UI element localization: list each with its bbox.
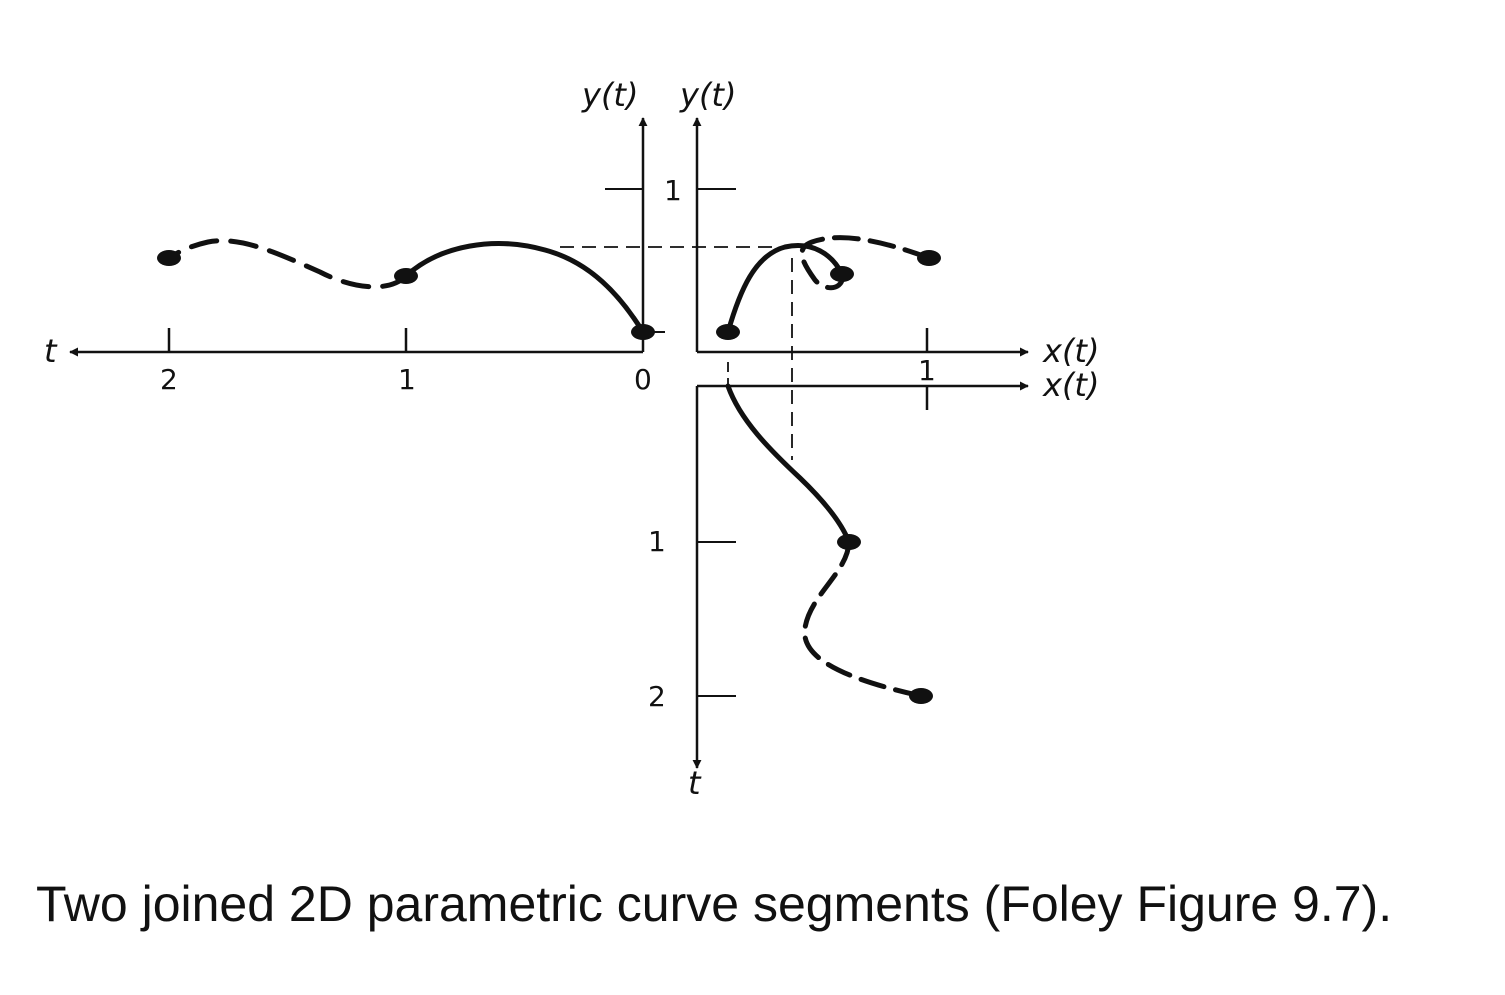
bottom-t-axis-label: t — [688, 764, 701, 802]
left-y-axis-label: y(t) — [582, 76, 639, 114]
left-solid-segment — [406, 244, 643, 332]
left-point-t0 — [631, 324, 655, 340]
bottom-solid-segment — [728, 386, 849, 542]
topright-x-tick-label-1: 1 — [918, 354, 936, 387]
topright-point-t0 — [716, 324, 740, 340]
left-t-axis-label: t — [44, 332, 57, 370]
topright-point-t2 — [917, 250, 941, 266]
bottom-point-t2 — [909, 688, 933, 704]
bottom-x-axis-label: x(t) — [1043, 366, 1100, 404]
topright-y-axis-label: y(t) — [680, 76, 737, 114]
bottom-point-t1 — [837, 534, 861, 550]
topright-x-axis-label: x(t) — [1043, 332, 1100, 370]
top-right-panel-x-vs-y — [679, 76, 1099, 387]
left-point-t2 — [157, 250, 181, 266]
topright-point-t1 — [830, 266, 854, 282]
left-y-tick-label-1: 1 — [664, 174, 682, 207]
bottom-t-tick-label-2: 2 — [648, 680, 666, 713]
bottom-panel-t-vs-x — [648, 366, 1099, 802]
figure-caption: Two joined 2D parametric curve segments (Foley Figure 9.7). — [36, 876, 1393, 932]
bottom-dashed-segment — [805, 542, 921, 696]
topright-solid-segment — [728, 246, 842, 332]
topright-dashed-segment — [802, 238, 929, 288]
left-panel-y-vs-t — [44, 76, 682, 396]
bottom-t-tick-label-1: 1 — [648, 525, 666, 558]
left-t-tick-label-0: 0 — [634, 363, 652, 396]
left-point-t1 — [394, 268, 418, 284]
left-dashed-segment — [169, 241, 406, 287]
left-t-tick-label-2: 2 — [160, 363, 178, 396]
left-t-tick-label-1: 1 — [398, 363, 416, 396]
